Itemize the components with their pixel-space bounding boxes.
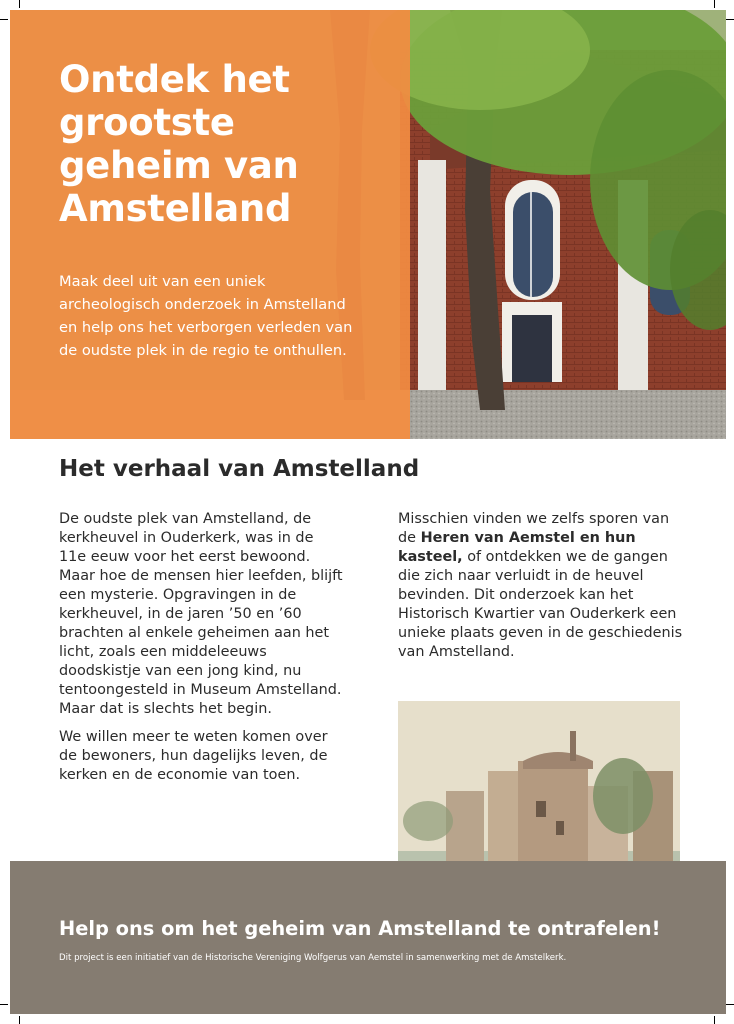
story-paragraph: De oudste plek van Amstelland, de kerkheuvel in Ouderkerk, was in de 11e eeuw voor het eerst bewoond. Maar hoe de mensen hier leefden, blijft een mysterie. Opgravingen in de kerkheuvel, in de jaren ’50 en ’60 brachten al enkele geheimen aan het licht, zoals een middeleeuws doodskistje van een jong kind, nu tentoongesteld in Museum Amstelland. Maar dat is slechts het begin. <box>59 511 343 717</box>
story-paragraph: We willen meer te weten komen over de bewoners, hun dagelijks leven, de kerken en de economie van toen. <box>59 729 328 783</box>
crop-mark <box>714 1016 715 1024</box>
crop-mark <box>714 0 715 8</box>
crop-mark <box>0 1004 8 1005</box>
story-paragraph <box>398 510 690 662</box>
crop-mark <box>19 1016 20 1024</box>
story-column-right <box>398 510 690 662</box>
story-text: Misschien vinden we zelfs sporen van de <box>398 511 670 546</box>
footer-banner <box>10 861 726 1014</box>
section-heading: Het verhaal van Amstelland <box>59 456 420 482</box>
crop-mark <box>0 19 8 20</box>
footer-heading: Help ons om het geheim van Amstelland te ontrafelen! <box>59 917 661 940</box>
crop-mark <box>726 19 734 20</box>
hero-title: Ontdek het grootste geheim van Amstelland <box>59 58 299 230</box>
crop-mark <box>19 0 20 8</box>
hero-intro: Maak deel uit van een uniek archeologisch onderzoek in Amstelland en help ons het verborgen verleden van de oudste plek in de regio te onthullen. <box>59 273 353 359</box>
story-column-left <box>59 510 344 794</box>
story-highlight: Heren van Aemstel en hun kasteel, <box>398 530 636 565</box>
story-text: of ontdekken we de gangen die zich naar verluidt in de heuvel bevinden. Dit onderzoek kan het Historisch Kwartier van Ouderkerk een unieke plaats geven in de geschiedenis van Amstelland. <box>398 549 683 660</box>
footer-note: Dit project is een initiatief van de Historische Vereniging Wolfgerus van Aemstel in samenwerking met de Amstelkerk. <box>59 953 567 963</box>
crop-mark <box>726 1004 734 1005</box>
